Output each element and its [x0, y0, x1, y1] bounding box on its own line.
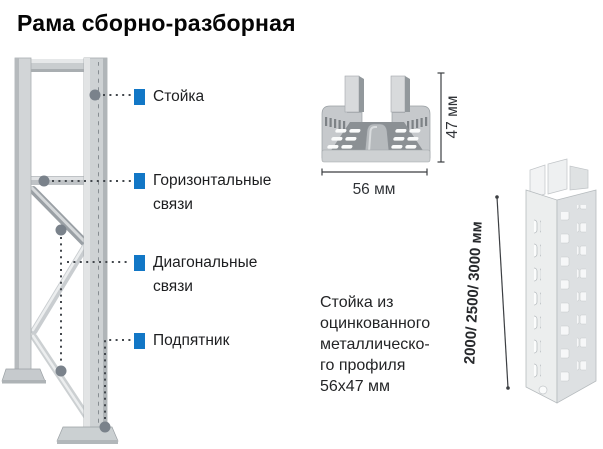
front-strip — [322, 150, 430, 162]
upright-3d-illustration — [461, 159, 596, 403]
upright-top-fin-center — [548, 159, 567, 194]
upright-side-holes-col2 — [577, 205, 586, 383]
height-dimension-label: 47 мм — [444, 95, 461, 139]
frame-illustration — [2, 58, 131, 444]
label-line: Подпятник — [153, 332, 230, 349]
label-line: связи — [153, 278, 193, 295]
blue-square-bullet — [134, 333, 145, 349]
blue-square-bullet — [134, 173, 145, 189]
upright-description — [320, 292, 470, 397]
left-upright — [15, 58, 31, 380]
profile-cross-section — [322, 73, 461, 198]
label-line: Горизонтальные — [153, 172, 272, 189]
description-line: го профиля — [320, 357, 406, 374]
leader-foot — [105, 340, 131, 419]
callout-label-stand — [134, 85, 204, 109]
label-line: Диагональные — [153, 254, 258, 271]
upright-top-fin-right — [570, 166, 588, 190]
callout-dot-diagonal-upper — [56, 225, 67, 236]
left-lip — [345, 76, 364, 112]
width-dimension-line — [322, 169, 427, 176]
description-line: металлическо- — [320, 336, 430, 353]
callout-label-foot-plate — [134, 329, 229, 353]
upright-bottom-hole — [539, 386, 547, 394]
label-line: Стойка — [153, 88, 205, 105]
callout-label-text — [153, 251, 257, 299]
callout-label-text — [153, 169, 271, 217]
callout-dot-horizontal — [39, 176, 50, 187]
left-foot-plate — [2, 369, 46, 384]
upright-front-slots — [534, 212, 541, 382]
width-dimension-label: 56 мм — [352, 181, 396, 198]
right-upright — [84, 58, 107, 442]
top-beam — [27, 59, 93, 72]
upright-front-face — [526, 190, 557, 403]
callout-dot-diagonal-lower — [56, 366, 67, 377]
blue-square-bullet — [134, 89, 145, 105]
right-lip — [391, 76, 410, 112]
description-line: оцинкованного — [320, 315, 431, 332]
page-title: Рама сборно-разборная — [17, 10, 296, 36]
label-line: связи — [153, 196, 193, 213]
callout-dot-foot — [100, 422, 111, 433]
callout-dot-stand — [90, 90, 101, 101]
diagonal-brace-middle — [33, 246, 85, 331]
description-line: 56х47 мм — [320, 378, 391, 395]
callout-label-diagonal-braces — [134, 251, 257, 299]
upright-side-holes-col1 — [561, 212, 570, 390]
length-dimension-label: 2000/ 2500/ 3000 мм — [461, 220, 486, 365]
callout-label-horizontal-braces — [134, 169, 271, 217]
callout-label-text — [153, 85, 204, 109]
length-dimension-line — [495, 195, 510, 390]
description-line: Стойка из — [320, 294, 394, 311]
blue-square-bullet — [134, 255, 145, 271]
callout-label-text — [153, 329, 229, 353]
